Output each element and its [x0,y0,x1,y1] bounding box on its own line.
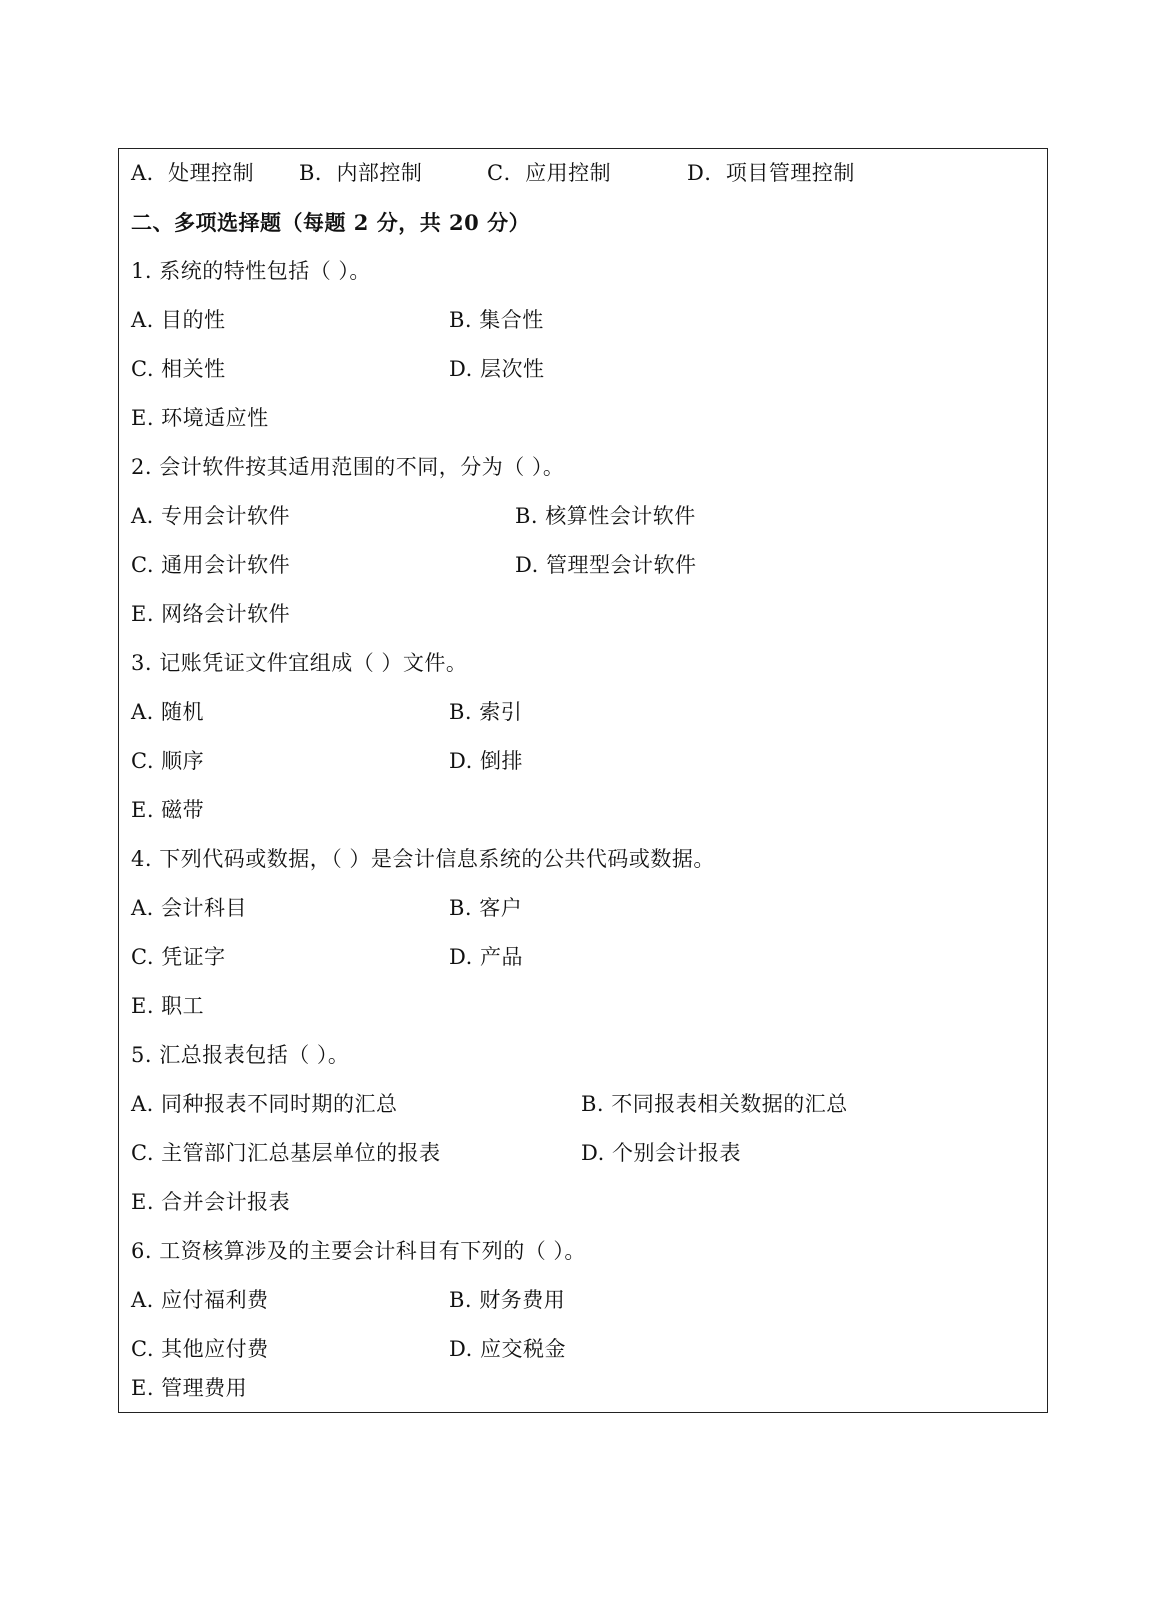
option-c: C. 主管部门汇总基层单位的报表 [131,1141,441,1165]
option-c: C. 相关性 [131,357,226,381]
option-d: D. 层次性 [449,357,545,381]
option-row [131,1080,1031,1129]
question-stem: 1. 系统的特性包括（ ）。 [131,259,371,283]
option-a: A. 会计科目 [131,896,248,920]
top-option-b: B．内部控制 [299,161,423,185]
question-stem: 5. 汇总报表包括（ ）。 [131,1043,350,1067]
question-table [118,148,1048,1413]
option-d: D. 应交税金 [449,1337,566,1361]
option-e: E. 合并会计报表 [131,1190,291,1214]
option-b: B. 不同报表相关数据的汇总 [581,1092,848,1116]
option-b: B. 核算性会计软件 [515,504,696,528]
option-row [131,688,1031,737]
option-a: A. 专用会计软件 [131,504,291,528]
option-d: D. 个别会计报表 [581,1141,741,1165]
option-row [131,492,1031,541]
option-row [131,1129,1031,1178]
question-stem: 6. 工资核算涉及的主要会计科目有下列的（ ）。 [131,1239,586,1263]
option-c: C. 其他应付费 [131,1337,269,1361]
option-e: E. 磁带 [131,798,205,822]
option-a: A. 随机 [131,700,205,724]
question-stem: 2. 会计软件按其适用范围的不同，分为（ ）。 [131,455,565,479]
option-a: A. 应付福利费 [131,1288,269,1312]
option-row [131,1276,1031,1325]
option-e: E. 职工 [131,994,205,1018]
option-row [131,737,1031,786]
option-b: B. 集合性 [449,308,544,332]
option-row [131,933,1031,982]
option-row [131,1325,1031,1374]
top-option-c: C．应用控制 [487,161,612,185]
option-row [131,345,1031,394]
option-a: A. 同种报表不同时期的汇总 [131,1092,398,1116]
section-title: 二、多项选择题（每题 2 分，共 20 分） [131,210,531,235]
option-row [131,884,1031,933]
option-c: C. 凭证字 [131,945,226,969]
top-option-a: A．处理控制 [131,161,255,185]
top-option-d: D．项目管理控制 [687,161,855,185]
option-b: B. 客户 [449,896,523,920]
option-b: B. 财务费用 [449,1288,566,1312]
option-e: E. 网络会计软件 [131,602,291,626]
question-stem: 3. 记账凭证文件宜组成（ ）文件。 [131,651,468,675]
option-a: A. 目的性 [131,308,226,332]
question-stem: 4. 下列代码或数据，（ ）是会计信息系统的公共代码或数据。 [131,847,715,871]
option-d: D. 产品 [449,945,523,969]
option-c: C. 顺序 [131,749,205,773]
option-c: C. 通用会计软件 [131,553,291,577]
option-b: B. 索引 [449,700,523,724]
option-row [131,296,1031,345]
option-d: D. 管理型会计软件 [515,553,697,577]
option-row [131,541,1031,590]
option-d: D. 倒排 [449,749,523,773]
option-e: E. 环境适应性 [131,406,269,430]
option-e: E. 管理费用 [131,1376,248,1400]
